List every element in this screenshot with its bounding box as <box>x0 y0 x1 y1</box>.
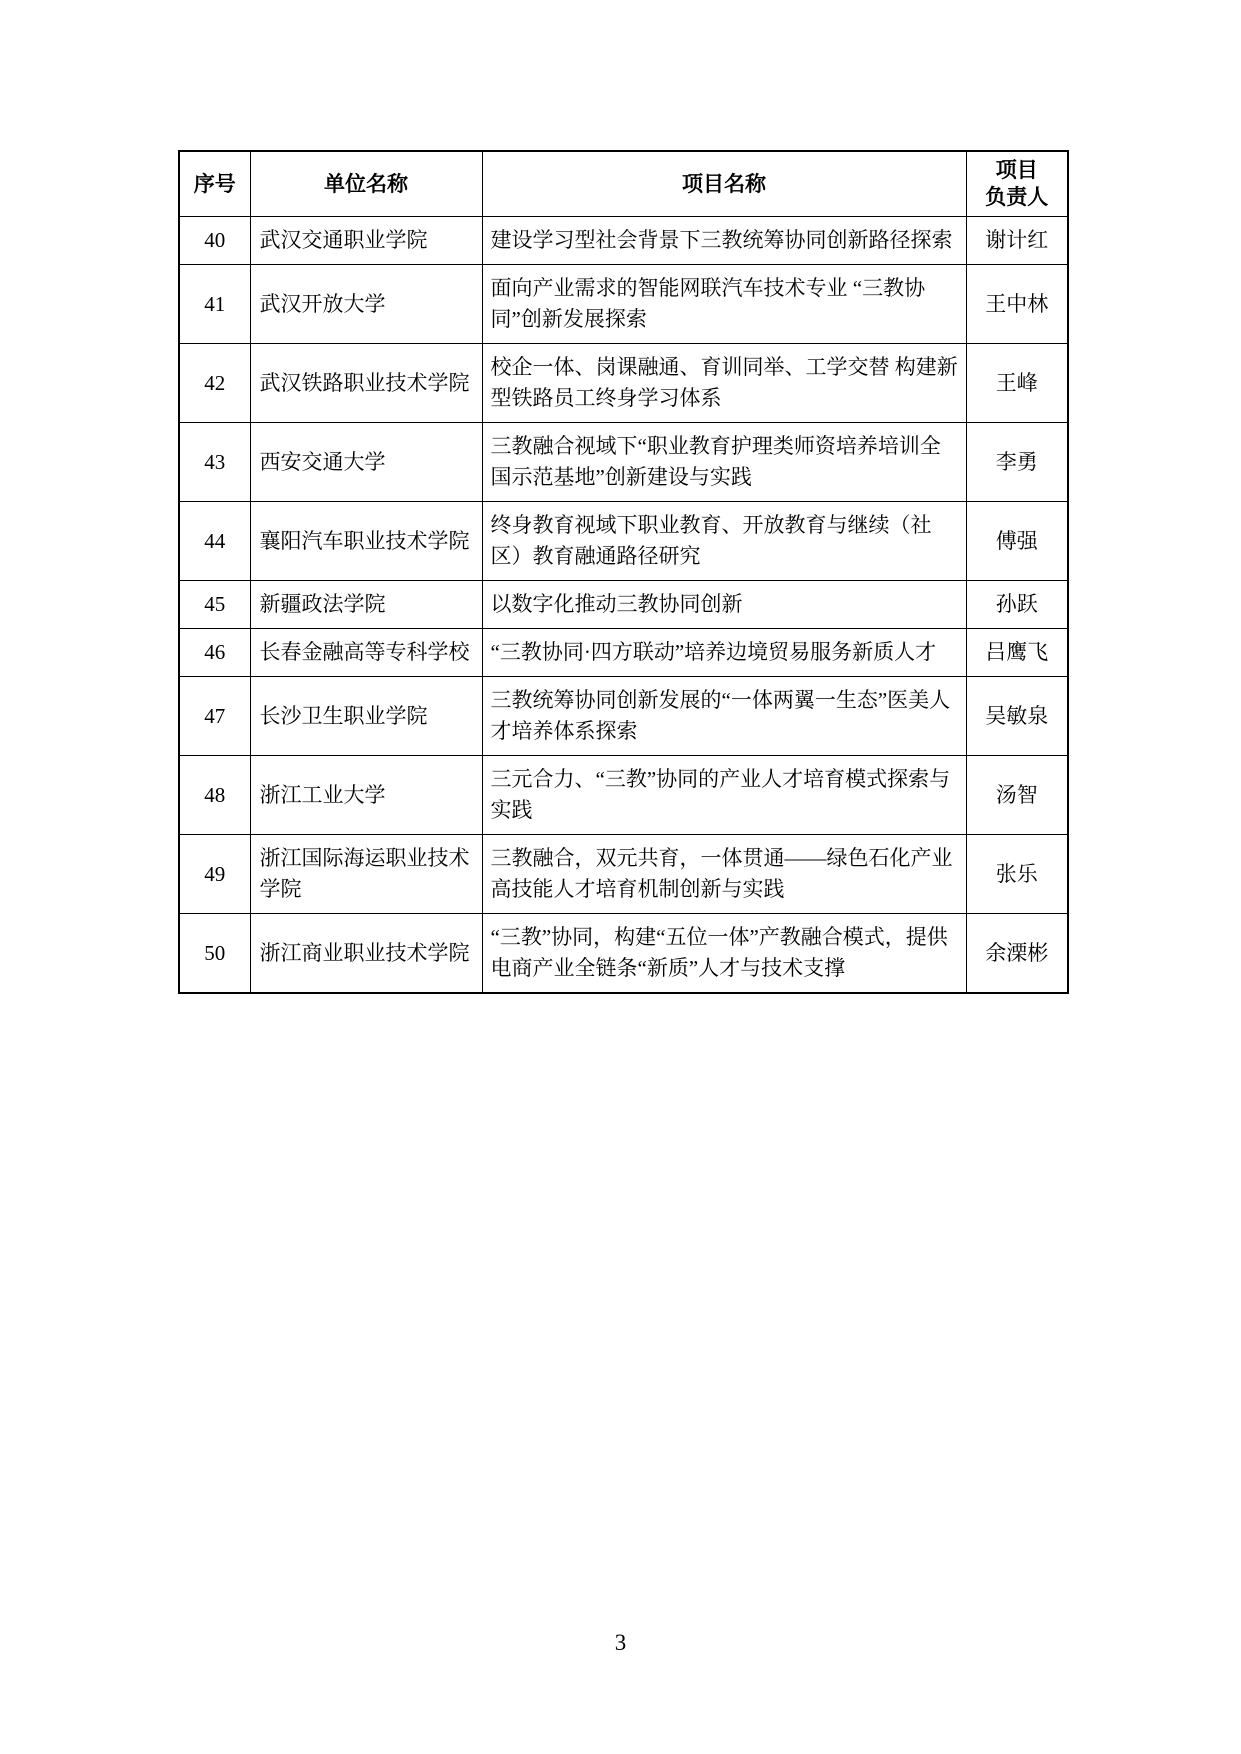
row-number-cell: 42 <box>179 344 250 423</box>
leader-cell: 谢计红 <box>966 217 1068 265</box>
table-row <box>179 581 1068 629</box>
row-number-cell: 46 <box>179 629 250 677</box>
unit-name-cell: 浙江国际海运职业技术学院 <box>250 835 482 914</box>
table-row <box>179 835 1068 914</box>
table-header-row <box>179 151 1068 217</box>
header-leader-line1: 项目 <box>995 158 1038 182</box>
leader-cell: 吕鹰飞 <box>966 629 1068 677</box>
row-number-cell: 41 <box>179 265 250 344</box>
project-name-cell: 建设学习型社会背景下三教统筹协同创新路径探索 <box>482 217 966 265</box>
table-row <box>179 629 1068 677</box>
project-name-cell: 面向产业需求的智能网联汽车技术专业 “三教协同”创新发展探索 <box>482 265 966 344</box>
table-row <box>179 217 1068 265</box>
unit-name-cell: 浙江工业大学 <box>250 756 482 835</box>
page-number: 3 <box>614 1630 627 1655</box>
header-project-name: 项目名称 <box>482 151 966 217</box>
header-project-leader <box>966 151 1068 217</box>
leader-cell: 张乐 <box>966 835 1068 914</box>
leader-cell: 王峰 <box>966 344 1068 423</box>
project-name-cell: 终身教育视域下职业教育、开放教育与继续（社区）教育融通路径研究 <box>482 502 966 581</box>
unit-name-cell: 西安交通大学 <box>250 423 482 502</box>
header-seq: 序号 <box>179 151 250 217</box>
row-number-cell: 49 <box>179 835 250 914</box>
project-name-cell: “三教协同·四方联动”培养边境贸易服务新质人才 <box>482 629 966 677</box>
row-number-cell: 40 <box>179 217 250 265</box>
project-name-cell: 三元合力、“三教”协同的产业人才培育模式探索与实践 <box>482 756 966 835</box>
table-row <box>179 756 1068 835</box>
unit-name-cell: 武汉交通职业学院 <box>250 217 482 265</box>
unit-name-cell: 武汉开放大学 <box>250 265 482 344</box>
project-name-cell: 三教融合，双元共育，一体贯通——绿色石化产业高技能人才培育机制创新与实践 <box>482 835 966 914</box>
table-row <box>179 914 1068 994</box>
leader-cell: 李勇 <box>966 423 1068 502</box>
leader-cell: 孙跃 <box>966 581 1068 629</box>
table-row <box>179 677 1068 756</box>
unit-name-cell: 襄阳汽车职业技术学院 <box>250 502 482 581</box>
leader-cell: 王中林 <box>966 265 1068 344</box>
unit-name-cell: 武汉铁路职业技术学院 <box>250 344 482 423</box>
project-name-cell: 校企一体、岗课融通、育训同举、工学交替 构建新型铁路员工终身学习体系 <box>482 344 966 423</box>
unit-name-cell: 长沙卫生职业学院 <box>250 677 482 756</box>
project-name-cell: 三教融合视域下“职业教育护理类师资培养培训全国示范基地”创新建设与实践 <box>482 423 966 502</box>
row-number-cell: 47 <box>179 677 250 756</box>
row-number-cell: 50 <box>179 914 250 994</box>
header-leader-line2: 负责人 <box>985 185 1049 209</box>
table-row <box>179 423 1068 502</box>
project-name-cell: 三教统筹协同创新发展的“一体两翼一生态”医美人才培养体系探索 <box>482 677 966 756</box>
table-row <box>179 344 1068 423</box>
row-number-cell: 44 <box>179 502 250 581</box>
unit-name-cell: 长春金融高等专科学校 <box>250 629 482 677</box>
row-number-cell: 43 <box>179 423 250 502</box>
projects-table <box>178 150 1069 994</box>
leader-cell: 汤智 <box>966 756 1068 835</box>
project-name-cell: 以数字化推动三教协同创新 <box>482 581 966 629</box>
leader-cell: 吴敏泉 <box>966 677 1068 756</box>
unit-name-cell: 新疆政法学院 <box>250 581 482 629</box>
table-row <box>179 502 1068 581</box>
table-row <box>179 265 1068 344</box>
header-unit-name: 单位名称 <box>250 151 482 217</box>
unit-name-cell: 浙江商业职业技术学院 <box>250 914 482 994</box>
leader-cell: 余溧彬 <box>966 914 1068 994</box>
row-number-cell: 48 <box>179 756 250 835</box>
project-name-cell: “三教”协同，构建“五位一体”产教融合模式，提供电商产业全链条“新质”人才与技术支撑 <box>482 914 966 994</box>
row-number-cell: 45 <box>179 581 250 629</box>
leader-cell: 傅强 <box>966 502 1068 581</box>
